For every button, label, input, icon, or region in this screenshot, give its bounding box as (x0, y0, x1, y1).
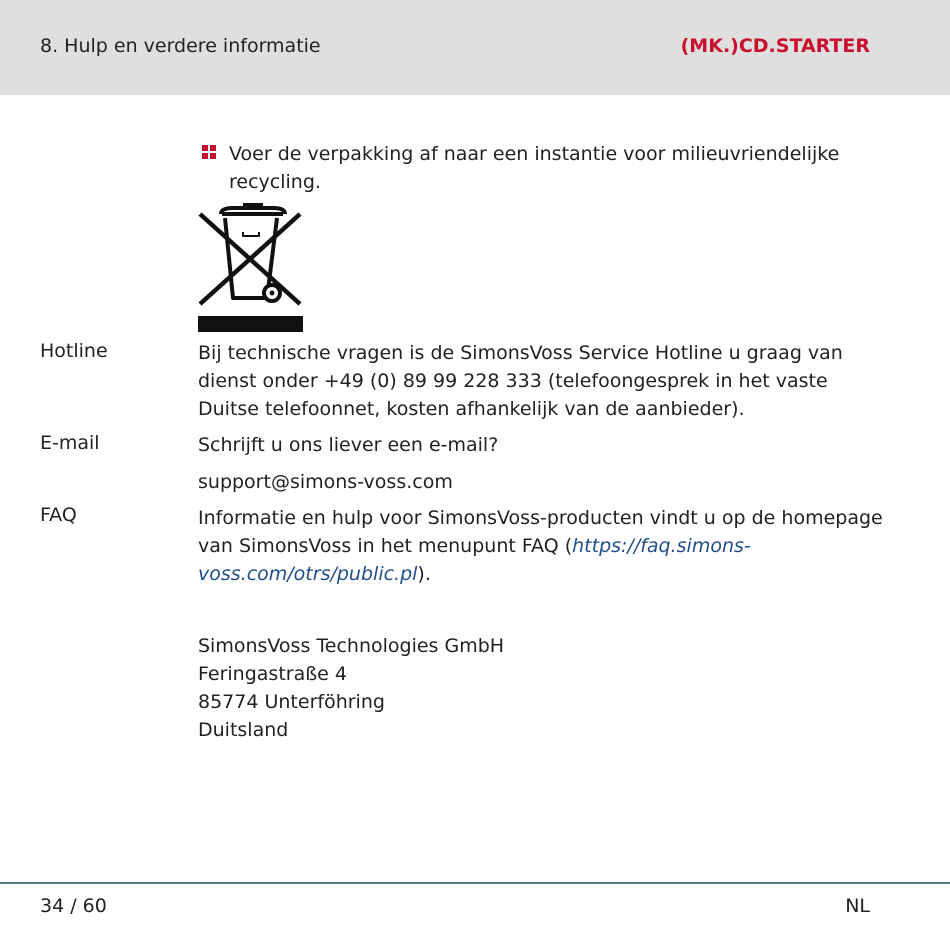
page-header (0, 0, 950, 95)
bullet-marker-icon (202, 145, 216, 159)
weee-crossed-bin-icon (197, 202, 303, 332)
faq-text (198, 504, 888, 588)
section-title: 8. Hulp en verdere informatie (40, 35, 321, 57)
faq-label: FAQ (40, 504, 77, 526)
hotline-label: Hotline (40, 340, 108, 362)
page-number: 34 / 60 (40, 895, 107, 917)
company-street: Feringastraße 4 (198, 663, 348, 685)
company-city: 85774 Unterföhring (198, 691, 385, 713)
faq-text-before: Informatie en hulp voor SimonsVoss-producten vindt u op de homepage van SimonsVoss in het menupunt FAQ ( (198, 507, 883, 557)
company-name: SimonsVoss Technologies GmbH (198, 635, 505, 657)
email-label: E-mail (40, 432, 100, 454)
disposal-bullet (200, 140, 840, 196)
email-text: Schrijft u ons liever een e-mail? (198, 434, 499, 456)
language-code: NL (845, 895, 870, 917)
product-name: (MK.)CD.STARTER (680, 35, 870, 57)
company-address (198, 632, 888, 744)
email-address[interactable]: support@simons-voss.com (198, 471, 453, 493)
hotline-text: Bij technische vragen is de SimonsVoss Service Hotline u graag van dienst onder +49 (0) 89 99 228 333 (telefoongesprek in het vaste Duitse telefoonnet, kosten afhankelijk van de aanbieder). (198, 342, 843, 420)
faq-text-after: ). (417, 563, 431, 585)
faq-link[interactable]: https://faq.simons-voss.com/otrs/public.pl (198, 535, 751, 585)
company-country: Duitsland (198, 719, 289, 741)
footer-divider (0, 882, 950, 884)
disposal-text: Voer de verpakking af naar een instantie voor milieuvriendelijke recycling. (229, 143, 840, 193)
